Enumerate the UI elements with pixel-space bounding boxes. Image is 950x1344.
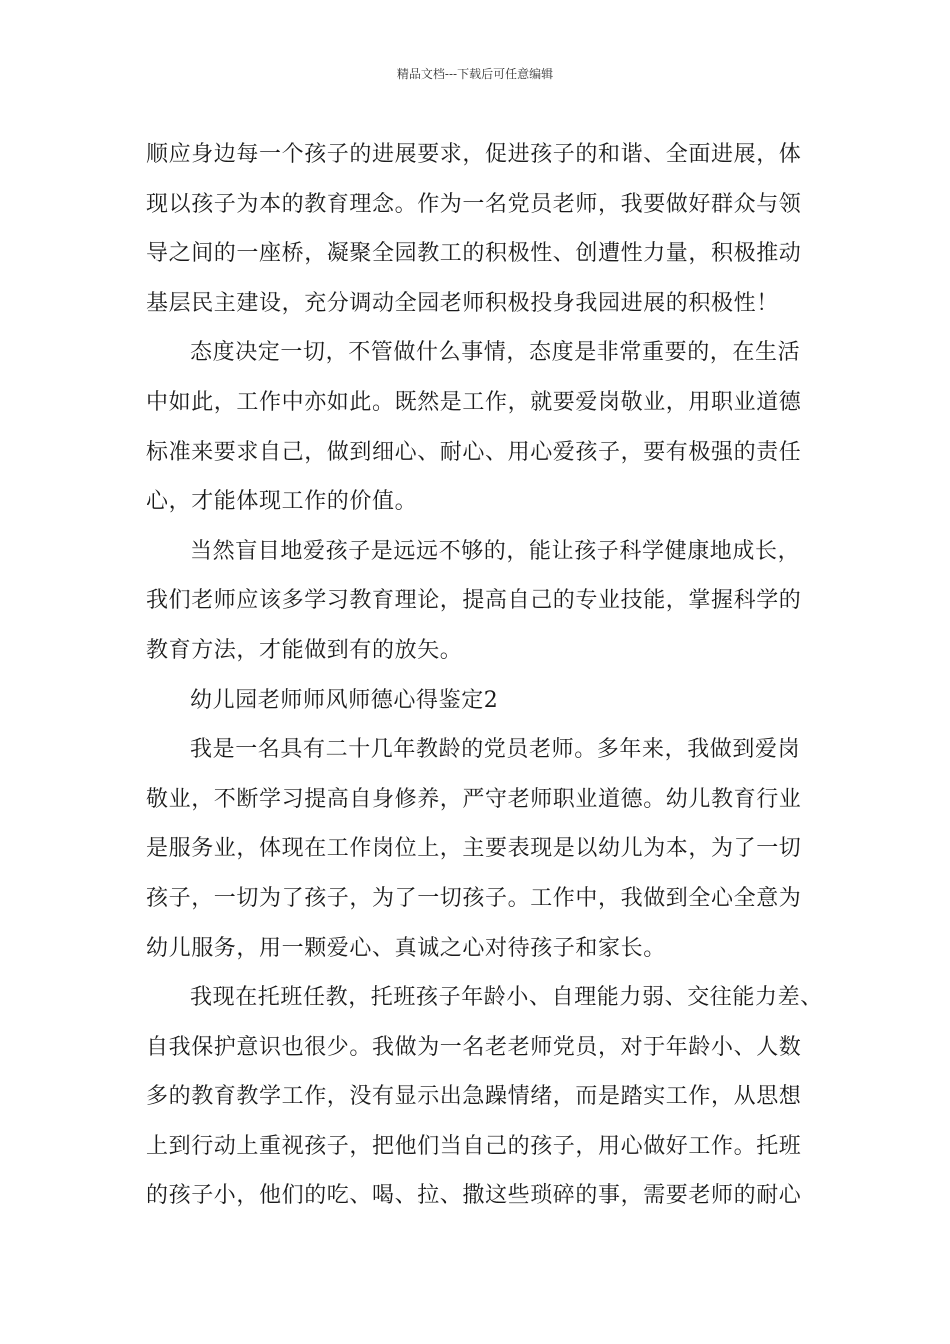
text-line: 多的教育教学工作，没有显示出急躁情绪，而是踏实工作，从思想	[146, 1084, 802, 1110]
page-header: 精品文档---下载后可任意编辑	[396, 67, 554, 81]
text-line: 中如此，工作中亦如此。既然是工作，就要爱岗敬业，用职业道德	[146, 389, 802, 415]
text-line: 孩子，一切为了孩子，为了一切孩子。工作中，我做到全心全意为	[146, 885, 802, 911]
text-line: 心，才能体现工作的价值。	[146, 489, 418, 515]
text-line: 的孩子小，他们的吃、喝、拉、撒这些琐碎的事，需要老师的耐心	[146, 1183, 802, 1209]
text-line: 上到行动上重视孩子，把他们当自己的孩子，用心做好工作。托班	[146, 1133, 802, 1159]
paragraph-start-line: 当然盲目地爱孩子是远远不够的，能让孩子科学健康地成长，	[190, 538, 801, 564]
text-line: 我们老师应该多学习教育理论，提高自己的专业技能，掌握科学的	[146, 588, 802, 614]
document-body	[146, 130, 823, 1221]
paragraph-start-line: 我是一名具有二十几年教龄的党员老师。多年来，我做到爱岗	[190, 737, 801, 763]
text-line: 基层民主建设，充分调动全园老师积极投身我园进展的积极性！	[146, 290, 779, 316]
text-line: 幼儿服务，用一颗爱心、真诚之心对待孩子和家长。	[146, 935, 666, 961]
text-line: 敬业，不断学习提高自身修养，严守老师职业道德。幼儿教育行业	[146, 786, 802, 812]
paragraph-start-line: 我现在托班任教，托班孩子年龄小、自理能力弱、交往能力差、	[190, 985, 823, 1011]
text-line: 教育方法，才能做到有的放矢。	[146, 637, 463, 663]
text-line: 顺应身边每一个孩子的进展要求，促进孩子的和谐、全面进展，体	[146, 142, 802, 167]
text-line: 是服务业，体现在工作岗位上，主要表现是以幼儿为本，为了一切	[146, 836, 802, 862]
text-line: 导之间的一座桥，凝聚全园教工的积极性、创遭性力量，积极推动	[146, 241, 802, 267]
text-line: 现以孩子为本的教育理念。作为一名党员老师，我要做好群众与领	[146, 191, 802, 217]
section-heading: 幼儿园老师师风师德心得鉴定2	[190, 687, 499, 713]
paragraph-start-line: 态度决定一切，不管做什么事情，态度是非常重要的，在生活	[190, 340, 801, 366]
text-line: 标准来要求自己，做到细心、耐心、用心爱孩子，要有极强的责任	[146, 439, 802, 465]
text-line: 自我保护意识也很少。我做为一名老老师党员，对于年龄小、人数	[146, 1034, 802, 1060]
